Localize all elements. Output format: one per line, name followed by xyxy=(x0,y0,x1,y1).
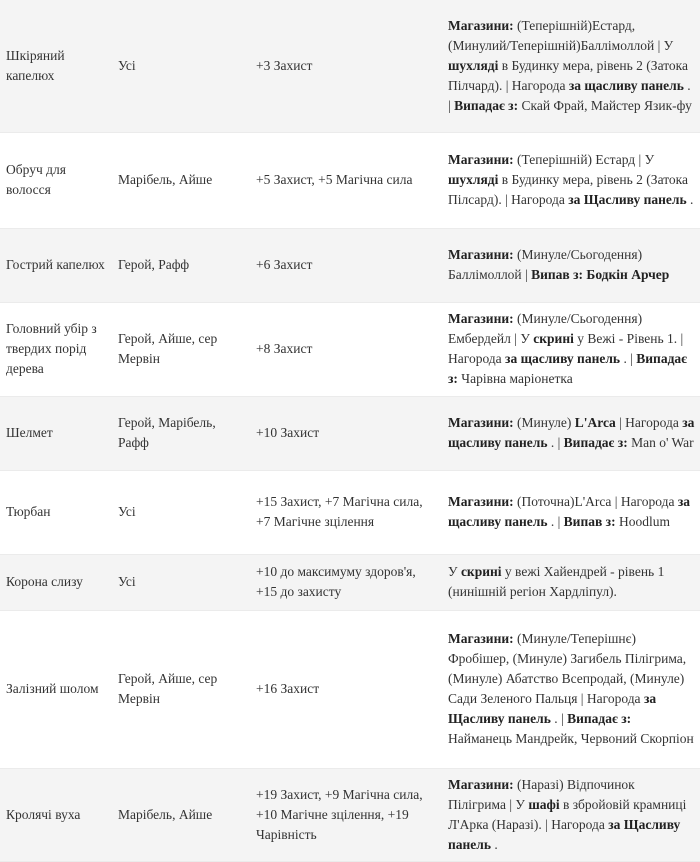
item-name-cell: Головний убір з твердих порід дерева xyxy=(0,302,112,396)
source-keyword: скрині xyxy=(533,331,574,346)
item-users-cell: Усі xyxy=(112,0,250,132)
source-text: (Поточна)L'Arca | Нагорода xyxy=(513,494,678,509)
item-source-cell xyxy=(440,302,700,396)
source-keyword: Магазини: xyxy=(448,152,514,167)
item-name-cell: Шелмет xyxy=(0,396,112,470)
item-stats-cell: +5 Захист, +5 Магічна сила xyxy=(250,132,440,228)
item-name-cell: Гострий капелюх xyxy=(0,228,112,302)
item-users-cell: Усі xyxy=(112,554,250,610)
source-keyword: Випадає з: xyxy=(454,97,519,113)
source-text: . | xyxy=(550,711,568,726)
table-row xyxy=(0,610,700,768)
item-name-cell: Обруч для волосся xyxy=(0,132,112,228)
item-users-cell: Герой, Айше, сер Мервін xyxy=(112,302,250,396)
source-text: . xyxy=(491,836,498,852)
item-users-cell: Герой, Марібель, Рафф xyxy=(112,396,250,470)
source-text: . | xyxy=(620,351,637,366)
item-name-cell: Залізний шолом xyxy=(0,610,112,768)
item-stats-cell: +10 Захист xyxy=(250,396,440,470)
item-users-cell: Марібель, Айше xyxy=(112,768,250,861)
table-row xyxy=(0,228,700,302)
source-text: У xyxy=(448,564,461,579)
source-text: в Будинку мера, рівень 2 (Затока Пілчард). | Нагорода xyxy=(448,57,689,93)
source-text: у вежі Хайендрей - рівень 1 (нинішній регіон Хардліпул). xyxy=(448,564,665,599)
source-text: Man o' War xyxy=(627,435,694,450)
source-keyword: Випав з: xyxy=(563,514,616,529)
item-name-cell: Корона слизу xyxy=(0,554,112,610)
source-keyword: Випав з: xyxy=(531,267,584,282)
source-keyword: L'Arca xyxy=(574,415,616,430)
source-keyword: за Щасливу панель xyxy=(448,816,681,852)
table-row xyxy=(0,396,700,470)
item-stats-cell: +15 Захист, +7 Магічна сила, +7 Магічне зцілення xyxy=(250,470,440,554)
item-source-cell xyxy=(440,228,700,302)
item-users-cell: Марібель, Айше xyxy=(112,132,250,228)
source-keyword: Випадає з: xyxy=(448,351,687,386)
table-row xyxy=(0,554,700,610)
source-text: в Будинку мера, рівень 2 (Затока Пілсард). | Нагорода xyxy=(448,172,689,207)
source-keyword: Магазини: xyxy=(448,247,514,262)
item-stats-cell: +16 Захист xyxy=(250,610,440,768)
source-text: (Минуле/Сьогодення) Ембердейл | У xyxy=(448,311,643,346)
item-source-cell xyxy=(440,132,700,228)
source-text: в збройовій крамниці Л'Арка (Наразі). | Нагорода xyxy=(448,796,687,832)
source-keyword: за щасливу панель xyxy=(448,415,695,450)
source-text: Найманець Мандрейк, Червоний Скорпіон xyxy=(448,731,694,746)
source-keyword: за щасливу панель xyxy=(448,494,691,529)
source-text: у Вежі - Рівень 1. | Нагорода xyxy=(448,331,684,366)
source-text: | Нагорода xyxy=(615,415,683,430)
source-keyword: Магазини: xyxy=(448,631,514,646)
source-text: (Минуле/Сьогодення) Баллімоллой | xyxy=(448,247,643,282)
source-keyword: шафі xyxy=(528,796,560,812)
item-stats-cell: +10 до максимуму здоров'я, +15 до захисту xyxy=(250,554,440,610)
item-source-cell xyxy=(440,610,700,768)
table-row xyxy=(0,302,700,396)
source-keyword: шухляді xyxy=(448,172,499,187)
source-text: (Наразі) Відпочинок Пілігрима | У xyxy=(448,776,635,812)
table-row xyxy=(0,0,700,132)
source-text: . xyxy=(686,192,694,207)
table-row xyxy=(0,470,700,554)
source-keyword: Магазини: xyxy=(448,494,514,509)
source-text: Чарівна маріонетка xyxy=(457,371,573,386)
item-source-cell xyxy=(440,470,700,554)
source-keyword: за щасливу панель xyxy=(505,351,621,366)
item-stats-cell: +3 Захист xyxy=(250,0,440,132)
item-users-cell: Герой, Рафф xyxy=(112,228,250,302)
item-name-cell: Тюрбан xyxy=(0,470,112,554)
item-stats-cell: +19 Захист, +9 Магічна сила, +10 Магічне зцілення, +19 Чарівність xyxy=(250,768,440,861)
item-source-cell xyxy=(440,768,700,861)
source-keyword: Магазини: xyxy=(448,311,514,326)
item-stats-cell: +6 Захист xyxy=(250,228,440,302)
source-text: (Минуле/Теперішнє) Фробішер, (Минуле) Загибель Пілігрима, (Минуле) Абатство Всепродай, (Минуле) Сади Зеленого Пальця | Нагорода xyxy=(448,631,687,706)
source-keyword: за щасливу панель xyxy=(568,77,684,93)
item-stats-cell: +8 Захист xyxy=(250,302,440,396)
source-keyword: Магазини: xyxy=(448,17,514,33)
item-source-cell xyxy=(440,0,700,132)
source-keyword: Магазини: xyxy=(448,415,514,430)
item-name-cell: Кролячі вуха xyxy=(0,768,112,861)
item-name-cell: Шкіряний капелюх xyxy=(0,0,112,132)
source-text: . | xyxy=(448,77,691,113)
source-keyword: за Щасливу панель xyxy=(448,691,657,726)
source-keyword: Випадає з: xyxy=(567,711,632,726)
source-text: Hoodlum xyxy=(615,514,670,529)
source-keyword: шухляді xyxy=(448,57,499,73)
source-keyword: Магазини: xyxy=(448,776,514,792)
item-users-cell: Герой, Айше, сер Мервін xyxy=(112,610,250,768)
item-source-cell xyxy=(440,554,700,610)
item-source-cell xyxy=(440,396,700,470)
item-users-cell: Усі xyxy=(112,470,250,554)
source-text: . | xyxy=(547,514,564,529)
source-keyword: за Щасливу панель xyxy=(568,192,687,207)
source-keyword: скрині xyxy=(460,564,502,579)
source-text: (Минуле) xyxy=(513,415,575,430)
table-row xyxy=(0,132,700,228)
source-text: (Теперішній)Естард, (Минулий/Теперішній)Баллімоллой | У xyxy=(448,17,674,53)
source-keyword: Бодкін Арчер xyxy=(586,267,670,282)
source-text: Скай Фрай, Майстер Язик-фу xyxy=(518,97,692,113)
source-text: . | xyxy=(547,435,564,450)
source-keyword: Випадає з: xyxy=(563,435,628,450)
table-row xyxy=(0,768,700,861)
source-text: (Теперішній) Естард | У xyxy=(513,152,655,167)
